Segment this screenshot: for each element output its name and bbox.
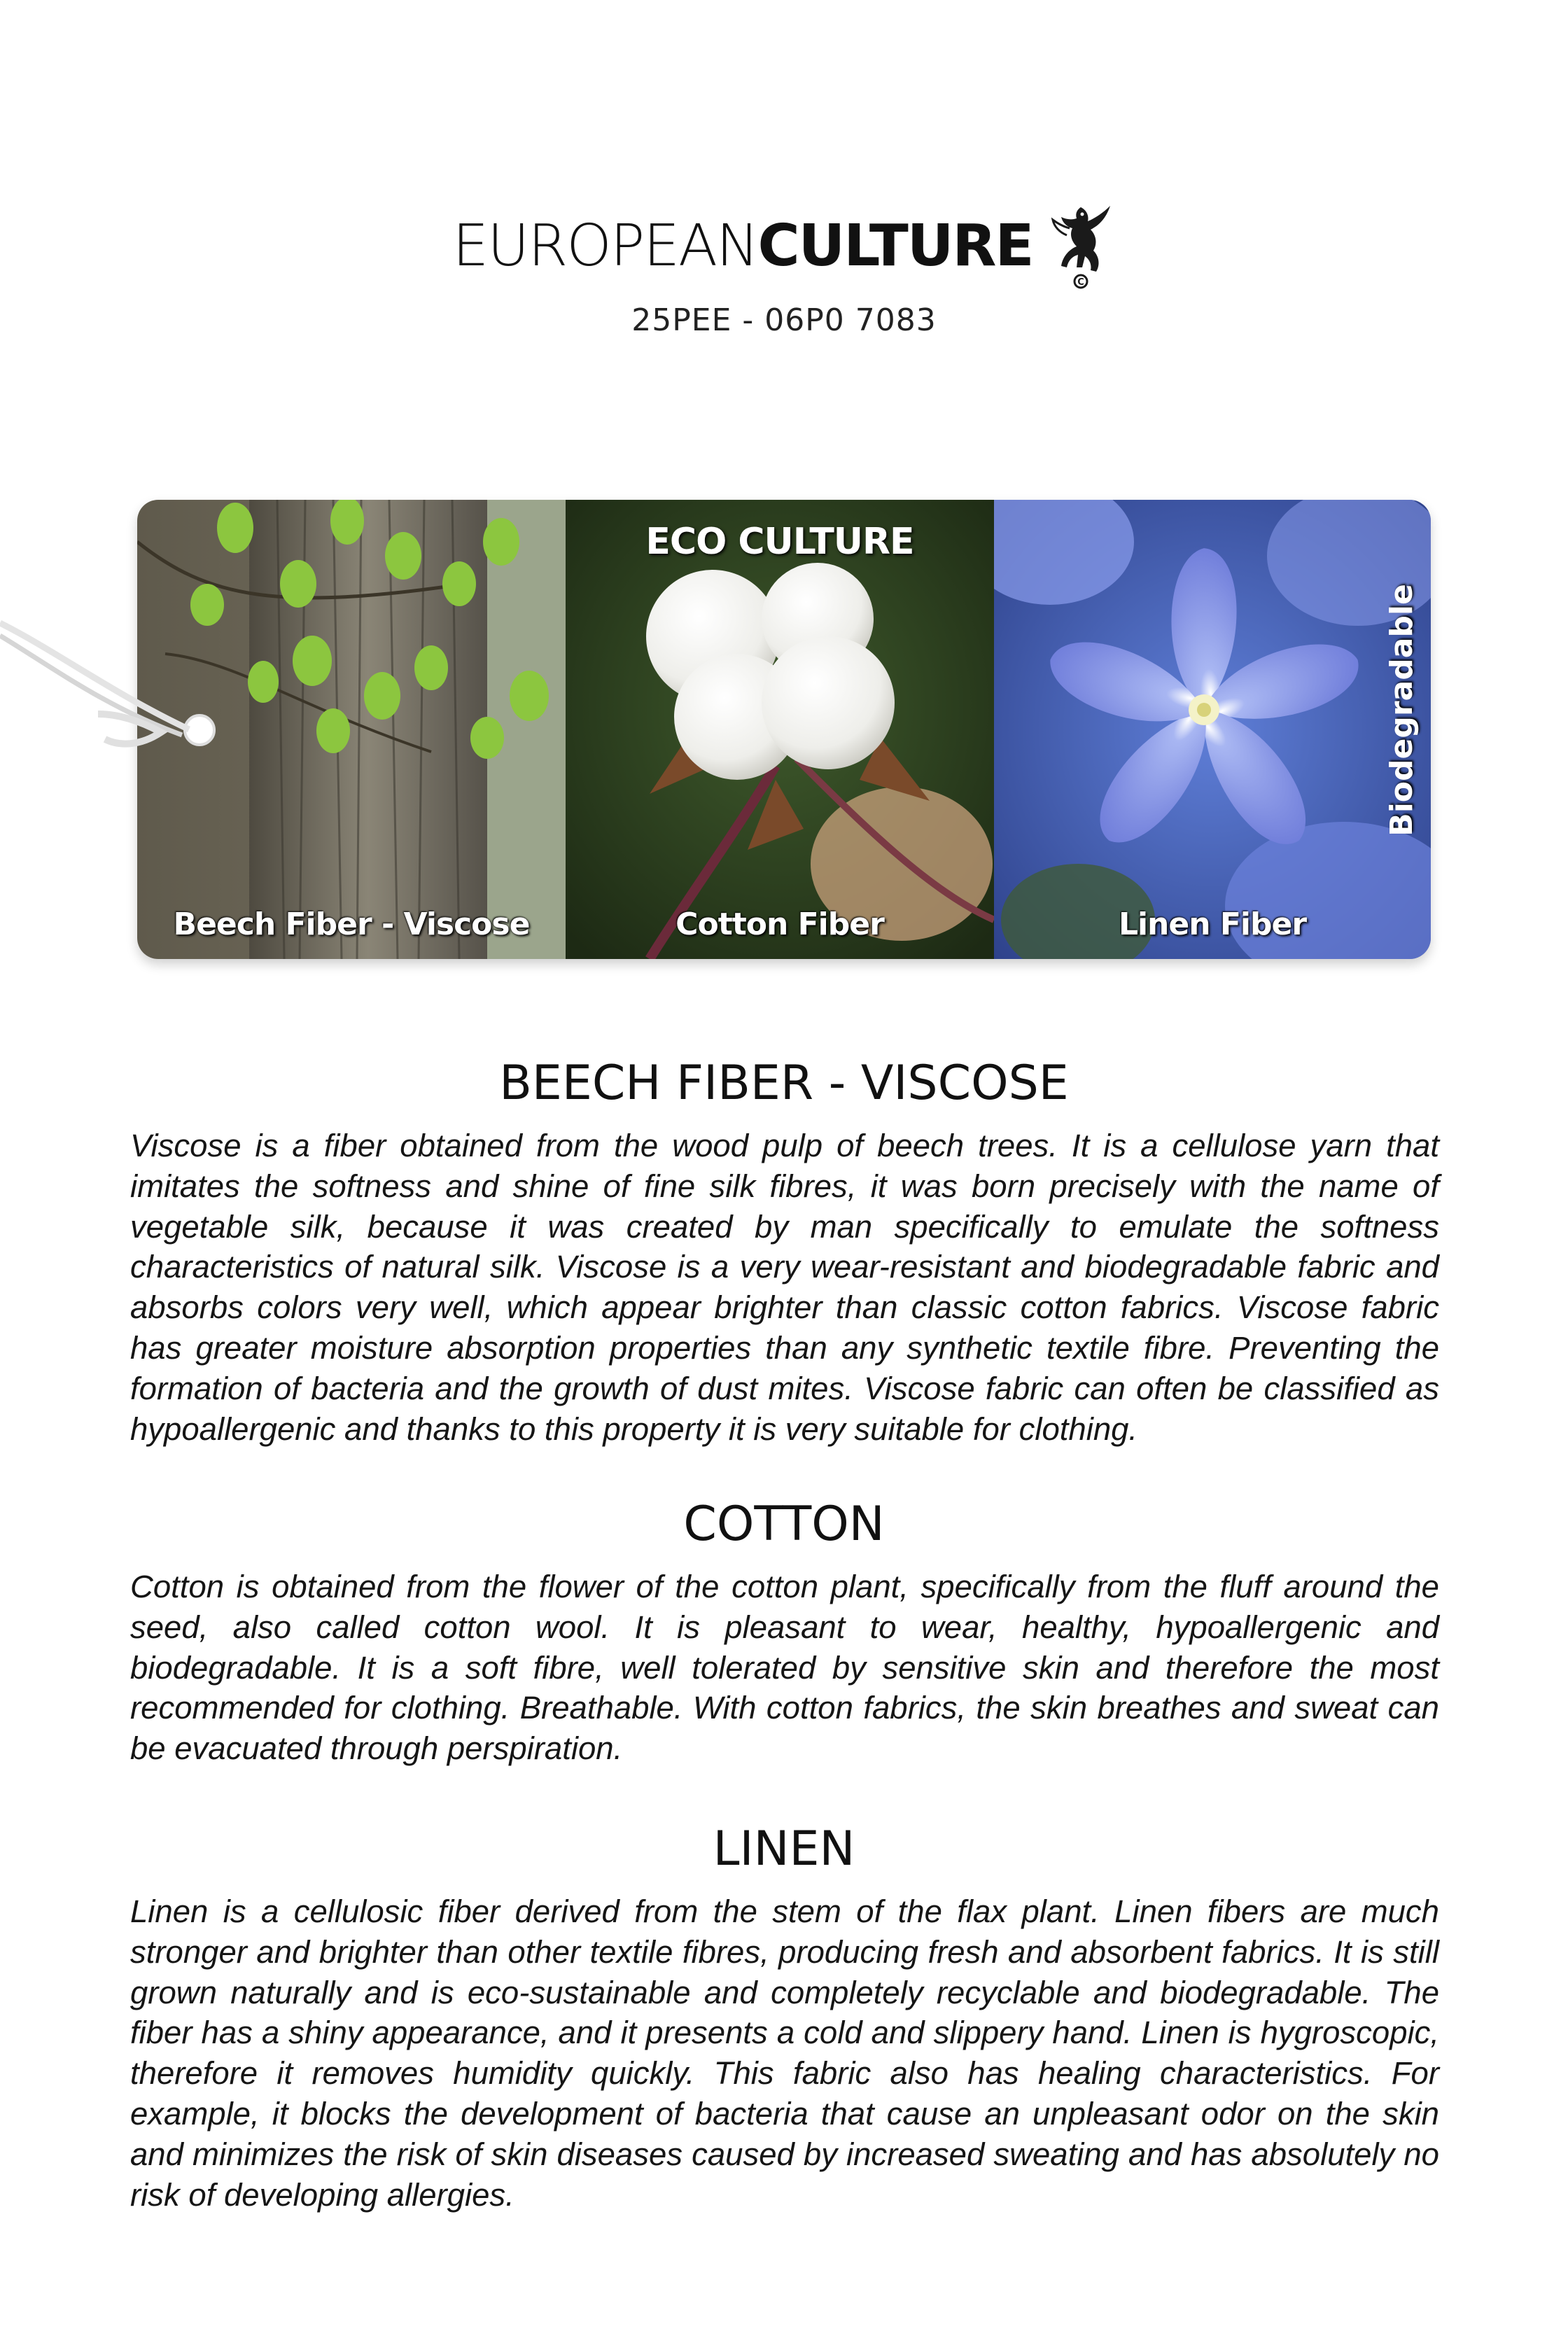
cotton-fiber-panel: [566, 500, 994, 959]
brand-wordmark: [452, 213, 1032, 279]
section-title-viscose: BEECH FIBER - VISCOSE: [499, 1056, 1069, 1111]
svg-text:C: C: [1077, 277, 1084, 288]
griffin-logo-icon: [1046, 200, 1116, 291]
tag-string-icon: [0, 609, 224, 763]
product-code: 25PEE - 06P0 7083: [631, 302, 937, 338]
cotton-boll-image: [566, 500, 994, 959]
biodegradable-label: [1380, 584, 1422, 836]
brand-header: [0, 200, 1568, 291]
linen-fiber-panel: [994, 500, 1431, 959]
beech-fiber-label: Beech Fiber - Viscose: [173, 906, 530, 942]
eco-culture-label: ECO CULTURE: [645, 521, 914, 563]
section-body-viscose: Viscose is a fiber obtained from the wood pulp of beech trees. It is a cellulose yarn that imitates the softness and shine of fine silk fibres, it was born precisely with the name of vegetable silk, because it was created by man specifically to emulate the softness characteristics of natural silk. Viscose is a very wear-resistant and biodegradable fabric and absorbs colors very well, which appear brighter than classic cotton fabrics. Viscose fabric has greater moisture absorption properties than any synthetic textile fibre. Preventing the formation of bacteria and the growth of dust mites. Viscose fabric can often be classified as hypoallergenic and thanks to this property it is very suitable for clothing.: [130, 1128, 1439, 1447]
brand-wordmark-bold: CULTURE: [757, 212, 1033, 279]
section-title-cotton: COTTON: [683, 1497, 885, 1552]
cotton-fiber-label: Cotton Fiber: [676, 906, 884, 942]
flax-flower-image: [994, 500, 1431, 959]
section-title-linen: LINEN: [713, 1821, 855, 1877]
brand-logo: [452, 200, 1115, 291]
section-body-cotton: Cotton is obtained from the flower of the cotton plant, specifically from the fluff around the seed, also called cotton wool. It is pleasant to wear, healthy, hypoallergenic and biodegradable. It is a soft fibre, well tolerated by sensitive skin and therefore the most recommended for clothing. Breathable. With cotton fabrics, the skin breathes and sweat can be evacuated through perspiration.: [130, 1569, 1439, 1767]
brand-wordmark-light: EUROPEAN: [452, 212, 758, 279]
section-body-linen: Linen is a cellulosic fiber derived from the stem of the flax plant. Linen fibers are much stronger and brighter than other textile fibres, producing fresh and absorbent fabrics. It is still grown naturally and is eco-sustainable and completely recyclable and biodegradable. The fiber has a shiny appearance, and it presents a cold and slippery hand. Linen is hygroscopic, therefore it removes humidity quickly. This fabric also has healing characteristics. For example, it blocks the development of bacteria that cause an unpleasant odor on the skin and minimizes the risk of skin diseases caused by increased sweating and has absolutely no risk of developing allergies.: [130, 1893, 1439, 2213]
biodegradable-label-text: Biodegradable: [1383, 583, 1420, 836]
eco-culture-tag-banner: [137, 500, 1431, 959]
linen-fiber-label: Linen Fiber: [1118, 906, 1307, 942]
